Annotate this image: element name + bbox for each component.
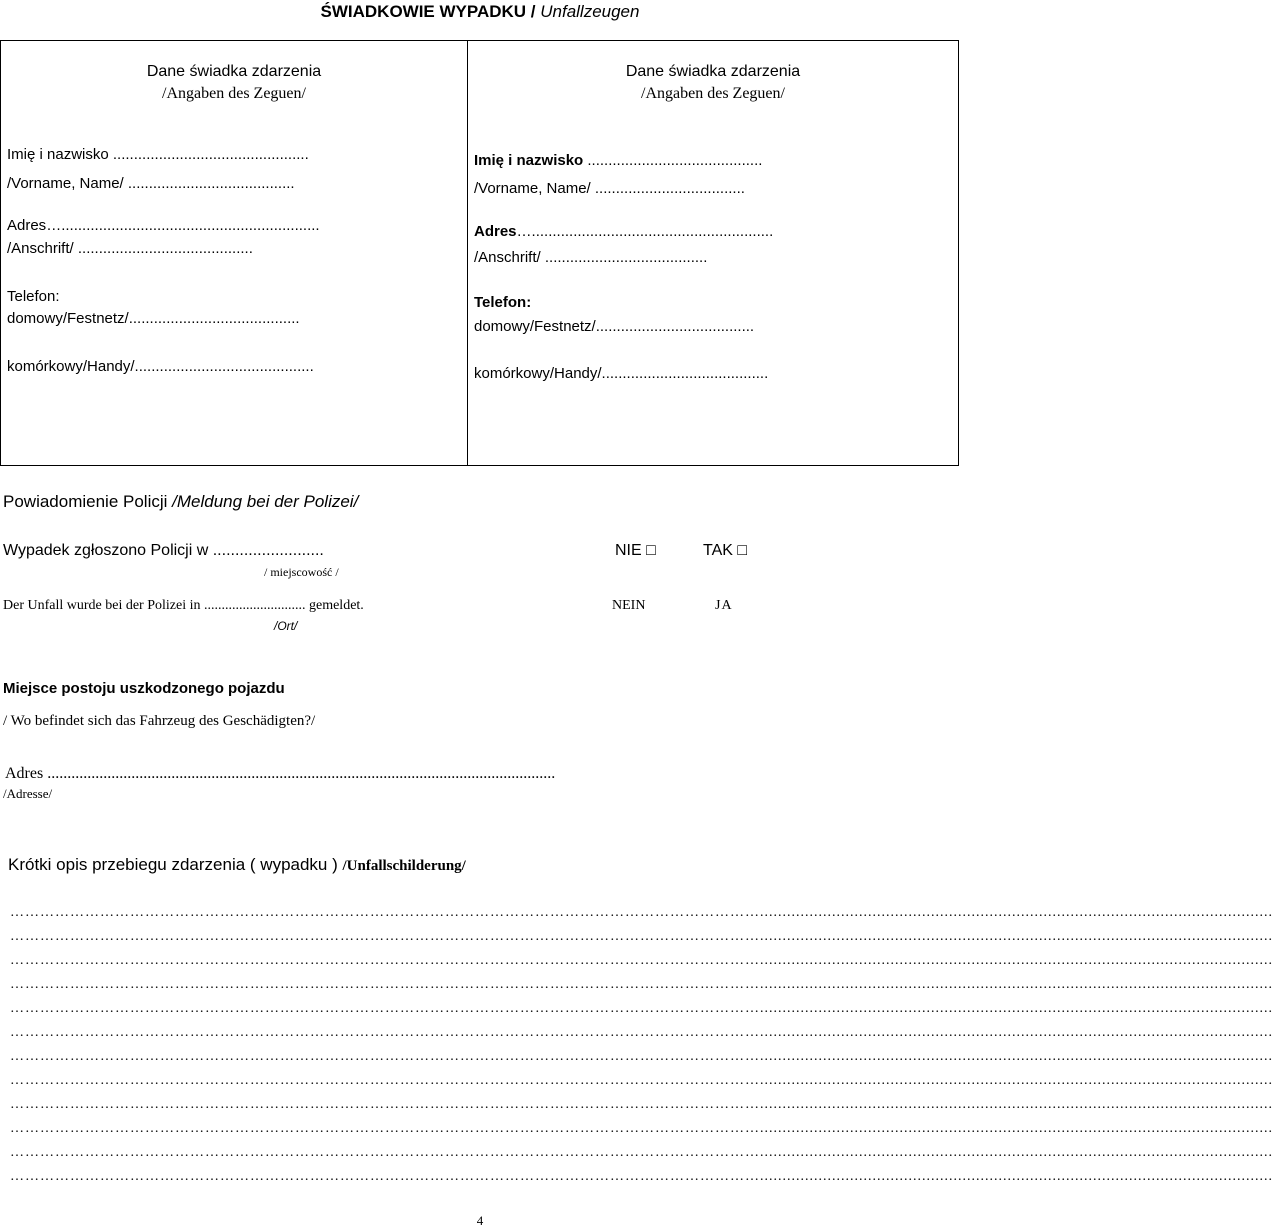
description-heading <box>8 855 466 875</box>
description-line[interactable]: …………………………………………………………………………………………………………………………………….................................................................................................................. <box>10 1145 1273 1160</box>
page-title-main: ŚWIADKOWIE WYPADKU / <box>320 2 541 21</box>
witness-right-heading-pl: Dane świadka zdarzenia <box>625 63 801 80</box>
location-address-de: /Adresse/ <box>3 786 53 801</box>
police-no-checkbox-pl[interactable]: NIE □ <box>615 542 656 559</box>
witness-right-address-label: Adres <box>474 223 517 240</box>
witness-box-right <box>467 40 959 466</box>
police-place-de: /Ort/ <box>274 619 298 633</box>
description-line[interactable]: …………………………………………………………………………………………………………………………………….................................................................................................................. <box>10 1025 1273 1040</box>
witness-left-heading-pl: Dane świadka zdarzenia <box>146 63 322 80</box>
description-heading-de: /Unfallschilderung/ <box>342 858 466 874</box>
location-address-field[interactable] <box>5 765 555 783</box>
page-title <box>0 2 960 22</box>
page-title-sub: Unfallzeugen <box>540 2 640 21</box>
location-heading: Miejsce postoju uszkodzonego pojazdu <box>3 680 285 697</box>
witness-right-address-dots: ….......................................................... <box>516 223 774 240</box>
witness-left-name-field[interactable] <box>7 144 309 166</box>
witness-right-phone-home[interactable]: domowy/Festnetz/...................................... <box>474 318 755 335</box>
police-reported-de[interactable]: Der Unfall wurde bei der Polizei in ............................. gemeldet. <box>3 598 364 613</box>
description-line[interactable]: …………………………………………………………………………………………………………………………………….................................................................................................................. <box>10 953 1273 968</box>
description-line[interactable]: …………………………………………………………………………………………………………………………………….................................................................................................................. <box>10 929 1273 944</box>
witness-left-name-label: Imię i nazwisko <box>7 146 109 163</box>
description-line[interactable]: …………………………………………………………………………………………………………………………………….................................................................................................................. <box>10 1049 1273 1064</box>
witness-right-name-field[interactable] <box>474 150 762 172</box>
witness-left-phone-home[interactable]: domowy/Festnetz/......................................... <box>7 310 300 327</box>
witness-right-name-de: /Vorname, Name/ .................................... <box>474 180 745 197</box>
description-line[interactable]: …………………………………………………………………………………………………………………………………….................................................................................................................. <box>10 1169 1273 1184</box>
description-heading-pl: Krótki opis przebiegu zdarzenia ( wypadku ) <box>8 855 343 874</box>
witness-right-address-field[interactable] <box>474 221 773 243</box>
witness-left-address-dots: ….............................................................. <box>46 217 320 234</box>
witness-left-phone-label: Telefon: <box>7 288 60 305</box>
police-heading-de: /Meldung bei der Polizei/ <box>172 492 359 511</box>
witness-right-heading-de: /Angaben des Zeguen/ <box>641 85 785 102</box>
police-heading <box>3 492 358 512</box>
description-line[interactable]: …………………………………………………………………………………………………………………………………….................................................................................................................. <box>10 977 1273 992</box>
witness-right-name-label: Imię i nazwisko <box>474 152 584 169</box>
location-heading-de: / Wo befindet sich das Fahrzeug des Geschädigten?/ <box>3 713 316 729</box>
description-line[interactable]: …………………………………………………………………………………………………………………………………….................................................................................................................. <box>10 905 1273 920</box>
witness-right-phone-label: Telefon: <box>474 294 532 311</box>
witness-left-name-dots: ............................................... <box>112 146 309 163</box>
police-no-de[interactable]: NEIN <box>612 598 646 613</box>
location-address-label: Adres <box>5 765 44 782</box>
witness-left-address-de: /Anschrift/ .......................................... <box>7 240 253 257</box>
witness-right-phone-mobile[interactable]: komórkowy/Handy/........................................ <box>474 365 769 382</box>
witness-box-left <box>0 40 468 466</box>
witness-left-phone-mobile[interactable]: komórkowy/Handy/........................................... <box>7 358 314 375</box>
description-line[interactable]: …………………………………………………………………………………………………………………………………….................................................................................................................. <box>10 1097 1273 1112</box>
police-reported-pl[interactable]: Wypadek zgłoszono Policji w ......................... <box>3 542 324 559</box>
description-line[interactable]: …………………………………………………………………………………………………………………………………….................................................................................................................. <box>10 1121 1273 1136</box>
witness-right-heading <box>468 61 958 105</box>
witness-right-name-dots: .......................................... <box>583 152 763 169</box>
witness-right-address-de: /Anschrift/ ....................................... <box>474 249 708 266</box>
witness-left-name-de: /Vorname, Name/ ........................................ <box>7 175 295 192</box>
police-place-pl: / miejscowość / <box>264 565 339 579</box>
witness-left-heading <box>1 61 467 105</box>
page-number: 4 <box>476 1213 484 1228</box>
witness-left-address-label: Adres <box>7 217 47 234</box>
witness-left-address-field[interactable] <box>7 215 320 237</box>
description-line[interactable]: …………………………………………………………………………………………………………………………………….................................................................................................................. <box>10 1001 1273 1016</box>
location-address-dots: ............................................................................................................................... <box>43 765 556 782</box>
police-heading-pl: Powiadomienie Policji <box>3 492 173 511</box>
witness-left-heading-de: /Angaben des Zeguen/ <box>162 85 306 102</box>
police-yes-de[interactable]: JA <box>715 598 733 613</box>
description-line[interactable]: …………………………………………………………………………………………………………………………………….................................................................................................................. <box>10 1073 1273 1088</box>
police-yes-checkbox-pl[interactable]: TAK □ <box>703 542 748 559</box>
